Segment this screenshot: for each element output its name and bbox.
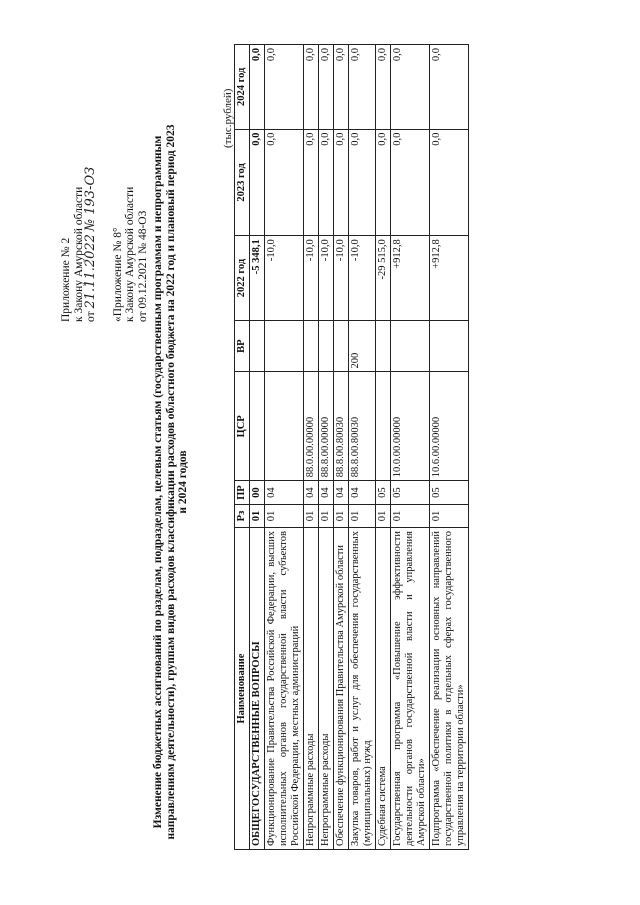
row-2024: 0,0 xyxy=(430,45,469,130)
table-row xyxy=(376,45,391,850)
row-rz: 01 xyxy=(265,504,304,527)
header-csr: ЦСР xyxy=(235,372,250,481)
row-vr xyxy=(430,320,469,372)
row-name: Непрограммные расходы xyxy=(319,528,334,850)
appendix-line3 xyxy=(85,167,98,322)
row-name: Функционирование Правительства Российской Федерации, высших исполнительных органов государственной власти субъектов Российской Федерации, местных администраций xyxy=(265,528,304,850)
row-2023: 0,0 xyxy=(319,129,334,236)
header-2022: 2022 год xyxy=(235,236,250,321)
row-2024: 0,0 xyxy=(265,45,304,130)
row-pr: 05 xyxy=(430,481,469,505)
header-vr: ВР xyxy=(235,320,250,372)
row-pr: 00 xyxy=(250,481,265,505)
row-csr xyxy=(250,372,265,481)
table-row xyxy=(265,45,304,850)
row-vr xyxy=(376,320,391,372)
row-rz: 01 xyxy=(304,504,319,527)
original-appendix-line2: к Закону Амурской области xyxy=(124,186,136,322)
unit-label: (тыс.рублей) xyxy=(222,88,234,148)
appendix-line2: к Закону Амурской области xyxy=(72,186,85,322)
row-vr xyxy=(304,320,319,372)
row-2024: 0,0 xyxy=(349,45,376,130)
row-2022: -5 348,1 xyxy=(250,236,265,321)
row-rz: 01 xyxy=(376,504,391,527)
row-rz: 01 xyxy=(349,504,376,527)
table-header-row xyxy=(235,45,250,850)
table-row xyxy=(430,45,469,850)
header-name: Наименование xyxy=(235,528,250,850)
row-2022: +912,8 xyxy=(430,236,469,321)
row-vr xyxy=(265,320,304,372)
row-pr: 04 xyxy=(349,481,376,505)
row-csr: 10.0.00.00000 xyxy=(391,372,430,481)
row-csr xyxy=(265,372,304,481)
original-appendix-line1: «Приложение № 8° xyxy=(111,227,124,322)
table-row xyxy=(304,45,319,850)
row-name: Обеспечение функционирования Правительства Амурской области xyxy=(334,528,349,850)
table-row xyxy=(334,45,349,850)
row-pr: 04 xyxy=(319,481,334,505)
appendix-line3-prefix: от xyxy=(85,311,97,322)
row-name: Подпрограмма «Обеспечение реализации основных направлений государственной политики в отдельных сферах государственного управления на территории области» xyxy=(430,528,469,850)
row-2023: 0,0 xyxy=(349,129,376,236)
row-2022: +912,8 xyxy=(391,236,430,321)
row-vr xyxy=(319,320,334,372)
header-2023: 2023 год xyxy=(235,129,250,236)
row-2023: 0,0 xyxy=(376,129,391,236)
budget-table xyxy=(234,44,469,850)
row-csr xyxy=(376,372,391,481)
row-2024: 0,0 xyxy=(376,45,391,130)
row-rz: 01 xyxy=(430,504,469,527)
row-name: Закупка товаров, работ и услуг для обеспечения государственных (муниципальных) нужд xyxy=(349,528,376,850)
row-csr: 88.0.00.00000 xyxy=(304,372,319,481)
handwritten-number: № 193-ОЗ xyxy=(83,166,98,232)
row-vr xyxy=(391,320,430,372)
table-row xyxy=(349,45,376,850)
header-rz: Рз xyxy=(235,504,250,527)
row-pr: 04 xyxy=(265,481,304,505)
row-2022: -10,0 xyxy=(304,236,319,321)
row-name: ОБЩЕГОСУДАРСТВЕННЫЕ ВОПРОСЫ xyxy=(250,528,265,850)
row-rz: 01 xyxy=(391,504,430,527)
table-row xyxy=(391,45,430,850)
row-rz: 01 xyxy=(250,504,265,527)
row-name: Судебная система xyxy=(376,528,391,850)
row-pr: 05 xyxy=(376,481,391,505)
row-vr xyxy=(250,320,265,372)
handwritten-date: 21.11.2022 xyxy=(83,234,98,309)
row-2023: 0,0 xyxy=(304,129,319,236)
row-2024: 0,0 xyxy=(304,45,319,130)
row-rz: 01 xyxy=(319,504,334,527)
row-2024: 0,0 xyxy=(319,45,334,130)
row-name: Непрограммные расходы xyxy=(304,528,319,850)
row-2023: 0,0 xyxy=(430,129,469,236)
row-name: Государственная программа «Повышение эффективности деятельности органов государственной власти и управления Амурской области» xyxy=(391,528,430,850)
table-row xyxy=(319,45,334,850)
appendix-block xyxy=(60,167,149,322)
row-csr: 88.8.00.80030 xyxy=(334,372,349,481)
row-2022: -10,0 xyxy=(319,236,334,321)
row-csr: 88.8.00.00000 xyxy=(319,372,334,481)
row-2022: -10,0 xyxy=(265,236,304,321)
row-2022: -10,0 xyxy=(349,236,376,321)
original-appendix-block xyxy=(112,167,150,322)
row-csr: 88.8.00.80030 xyxy=(349,372,376,481)
row-2023: 0,0 xyxy=(250,129,265,236)
row-vr xyxy=(334,320,349,372)
header-2024: 2024 год xyxy=(235,45,250,130)
row-2024: 0,0 xyxy=(334,45,349,130)
original-appendix-line3: от 09.12.2021 № 48-ОЗ xyxy=(136,210,149,322)
row-2022: -29 515,0 xyxy=(376,236,391,321)
row-2023: 0,0 xyxy=(391,129,430,236)
rotated-content xyxy=(52,42,612,862)
table-row xyxy=(250,45,265,850)
row-csr: 10.6.00.00000 xyxy=(430,372,469,481)
header-pr: ПР xyxy=(235,481,250,505)
row-2024: 0,0 xyxy=(391,45,430,130)
row-pr: 04 xyxy=(334,481,349,505)
document-title: Изменение бюджетных ассигнований по разделам, подразделам, целевым статьям (государственным программам и непрограммным направлениям деятельности), группам видов расходов классификации расходов областного бюджета на 2022 год и плановый период 2023 и 2024 годов xyxy=(152,124,189,840)
row-pr: 05 xyxy=(391,481,430,505)
row-2023: 0,0 xyxy=(334,129,349,236)
appendix-line1: Приложение № 2 xyxy=(60,237,72,322)
row-2023: 0,0 xyxy=(265,129,304,236)
row-2024: 0,0 xyxy=(250,45,265,130)
row-vr: 200 xyxy=(349,320,376,372)
row-rz: 01 xyxy=(334,504,349,527)
row-2022: -10,0 xyxy=(334,236,349,321)
row-pr: 04 xyxy=(304,481,319,505)
